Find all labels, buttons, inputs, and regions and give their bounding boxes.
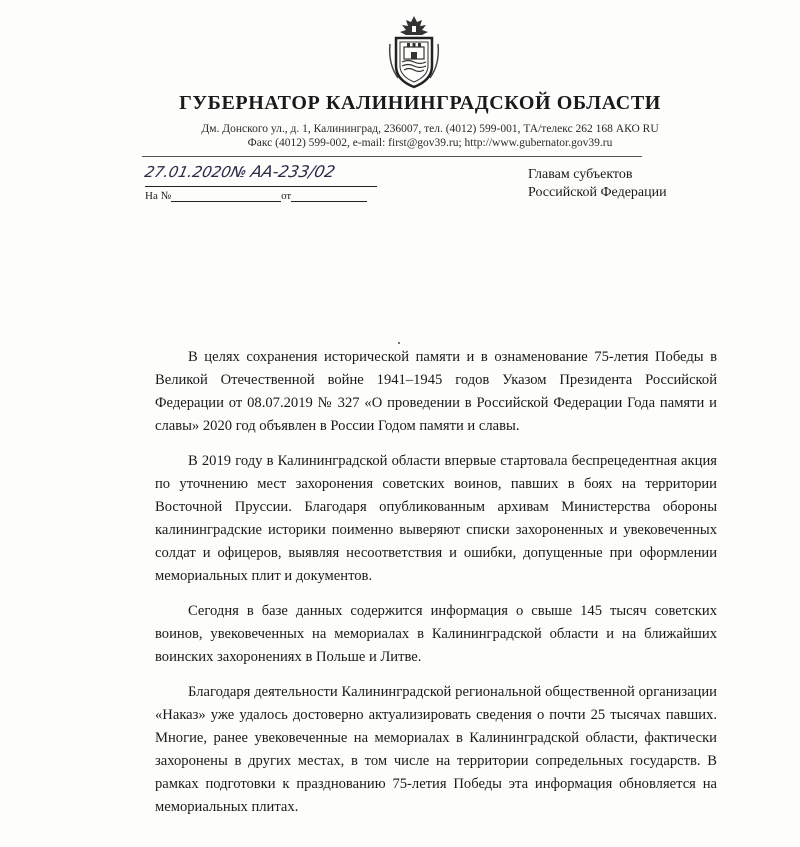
addressee-line: Главам субъектов: [528, 167, 633, 182]
reference-number-blank: [171, 191, 281, 202]
letterhead-address: [170, 122, 690, 150]
reference-line: [145, 190, 367, 202]
registration-line: [145, 162, 377, 187]
reference-date-blank: [291, 191, 367, 202]
addressee-line: Российской Федерации: [528, 185, 667, 200]
number-sign: №: [228, 163, 249, 181]
body-paragraph: Благодаря деятельности Калининградской региональной общественной организации «Наказ» уже удалось достоверно актуализировать сведения о почти 25 тысячах павших. Многие, ранее увековеченные на мемориалах в Калининградской области, фактически захоронены в других местах, в том числе на территории сопредельных государств. В рамках подготовки к празднованию 75-летия Победы эта информация обновляется на мемориальных плитах.: [155, 684, 717, 815]
address-line: Дм. Донского ул., д. 1, Калининград, 236007, тел. (4012) 599-001, ТА/телекс 262 168 АКО RU: [201, 123, 659, 135]
handwritten-number: АА-233/02: [248, 162, 337, 181]
letterhead-divider: [142, 156, 642, 157]
from-label: от: [281, 190, 292, 202]
addressee-block: [528, 166, 667, 202]
contact-line: Факс (4012) 599-002, e-mail: first@gov39.ru; http://www.gubernator.gov39.ru: [247, 137, 613, 149]
body-paragraph: Сегодня в базе данных содержится информация о свыше 145 тысяч советских воинов, увековеченных на мемориалах в Калининградской области и на ближайших воинских захоронениях в Польше и Литве.: [155, 603, 717, 665]
letter-body: [155, 346, 717, 831]
handwritten-date: 27.01.2020: [143, 163, 233, 181]
coat-of-arms-icon: [386, 14, 442, 90]
governor-title: ГУБЕРНАТОР КАЛИНИНГРАДСКОЙ ОБЛАСТИ: [179, 92, 661, 114]
body-paragraph: В 2019 году в Калининградской области впервые стартовала беспрецедентная акция по уточнению мест захоронения советских воинов, павших в боях на территории Восточной Пруссии. Благодаря опубликованным архивам Министерства обороны калининградские историки поименно выверяют списки захороненных и увековеченных солдат и офицеров, выявляя несоответствия и ошибки, допущенные при оформлении мемориальных плит и документов.: [155, 453, 717, 584]
body-paragraph: В целях сохранения исторической памяти и в ознаменование 75-летия Победы в Великой Отечественной войне 1941–1945 годов Указом Президента Российской Федерации от 08.07.2019 № 327 «О проведении в Российской Федерации Года памяти и славы» 2020 год объявлен в России Годом памяти и славы.: [155, 349, 717, 434]
scan-speck: [398, 342, 400, 344]
on-no-label: На №: [145, 190, 172, 202]
